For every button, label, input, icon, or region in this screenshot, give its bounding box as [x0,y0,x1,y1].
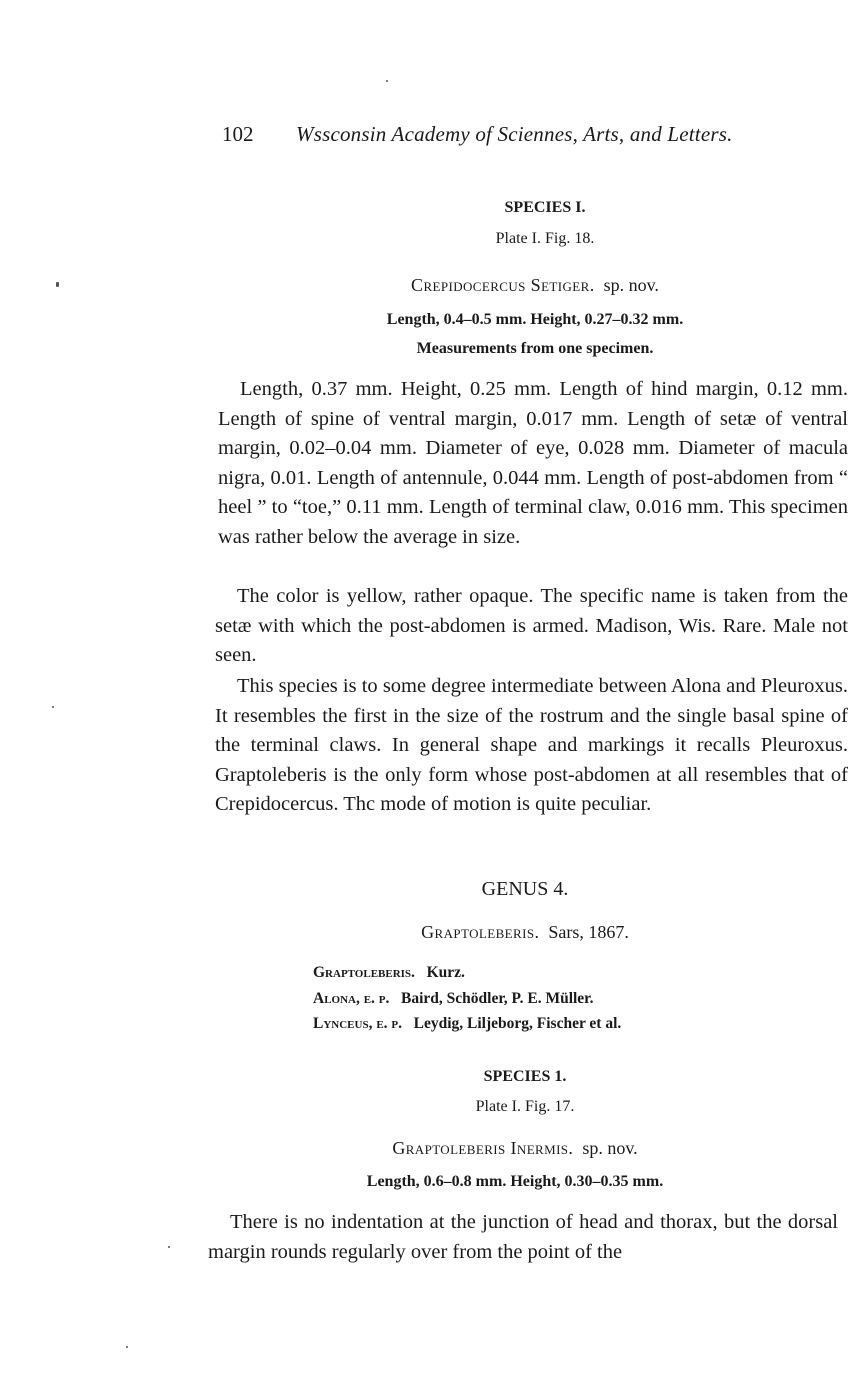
running-head [222,122,822,147]
genus-heading: GENUS 4. [481,878,569,900]
genus-authority: Sars, 1867. [548,922,629,942]
species-status: sp. nov. [582,1138,638,1158]
synonym-authors: Kurz. [426,964,465,981]
synonym-entry [313,986,621,1012]
page-number: 102 [222,122,254,146]
species-name-line [195,1138,835,1159]
genus-name-line [205,922,845,943]
species-dimensions: Length, 0.4–0.5 mm. Height, 0.27–0.32 mm. [386,311,684,328]
species-dimensions: Length, 0.6–0.8 mm. Height, 0.30–0.35 mm. [366,1173,664,1190]
paragraph-measurements: Length, 0.37 mm. Height, 0.25 mm. Length of hind margin, 0.12 mm. Length of spine of ventral margin, 0.017 mm. Length of setæ of ventral margin, 0.02–0.04 mm. Diameter of eye, 0.028 mm. Diameter of macula nigra, 0.01. Length of antennule, 0.044 mm. Length of post-abdomen from “ heel ” to “toe,” 0.11 mm. Length of terminal claw, 0.016 mm. This specimen was rather below the average in size. [218,378,848,548]
scan-speck [386,80,388,82]
species-heading: SPECIES I. [504,199,586,216]
paragraph-affinities: This species is to some degree intermediate between Alona and Pleuroxus. It resembles the first in the size of the rostrum and the single basal spine of the terminal claws. In general shape and markings it recalls Pleuroxus. Graptoleberis is the only form whose post-abdomen at all resembles that of Crepidocercus. Thc mode of motion is quite peculiar. [215,675,848,815]
species-name: Graptoleberis Inermis. [392,1138,574,1158]
genus-name: Graptoleberis. [421,922,540,942]
species-status: sp. nov. [603,275,659,295]
scan-speck [56,282,59,287]
synonym-list [313,960,621,1037]
plate-reference: Plate I. Fig. 17. [475,1098,575,1115]
species-name-line [215,275,855,296]
scan-speck [126,1346,128,1348]
synonym-authors: Baird, Schödler, P. E. Müller. [401,989,594,1007]
synonym-genus: Graptoleberis. [313,964,415,981]
journal-title: Wssconsin Academy of Sciennes, Arts, and Letters. [296,122,733,146]
species-name: Crepidocercus Setiger. [411,275,595,295]
scan-speck [168,1246,170,1248]
synonym-genus: Lynceus, e. p. [313,1015,402,1032]
paragraph-description: There is no indentation at the junction of head and thorax, but the dorsal margin rounds regularly over from the point of the [208,1211,838,1263]
synonym-entry [313,960,621,986]
species-heading: SPECIES 1. [483,1068,567,1085]
synonym-entry [313,1011,621,1037]
synonym-genus: Alona, e. p. [313,989,390,1007]
plate-reference: Plate I. Fig. 18. [495,230,595,247]
scan-speck [52,706,54,708]
measurement-note: Measurements from one specimen. [416,340,654,357]
synonym-authors: Leydig, Liljeborg, Fischer et al. [413,1015,622,1032]
paragraph-color: The color is yellow, rather opaque. The specific name is taken from the setæ with which the post-abdomen is armed. Madison, Wis. Rare. Male not seen. [215,585,848,666]
